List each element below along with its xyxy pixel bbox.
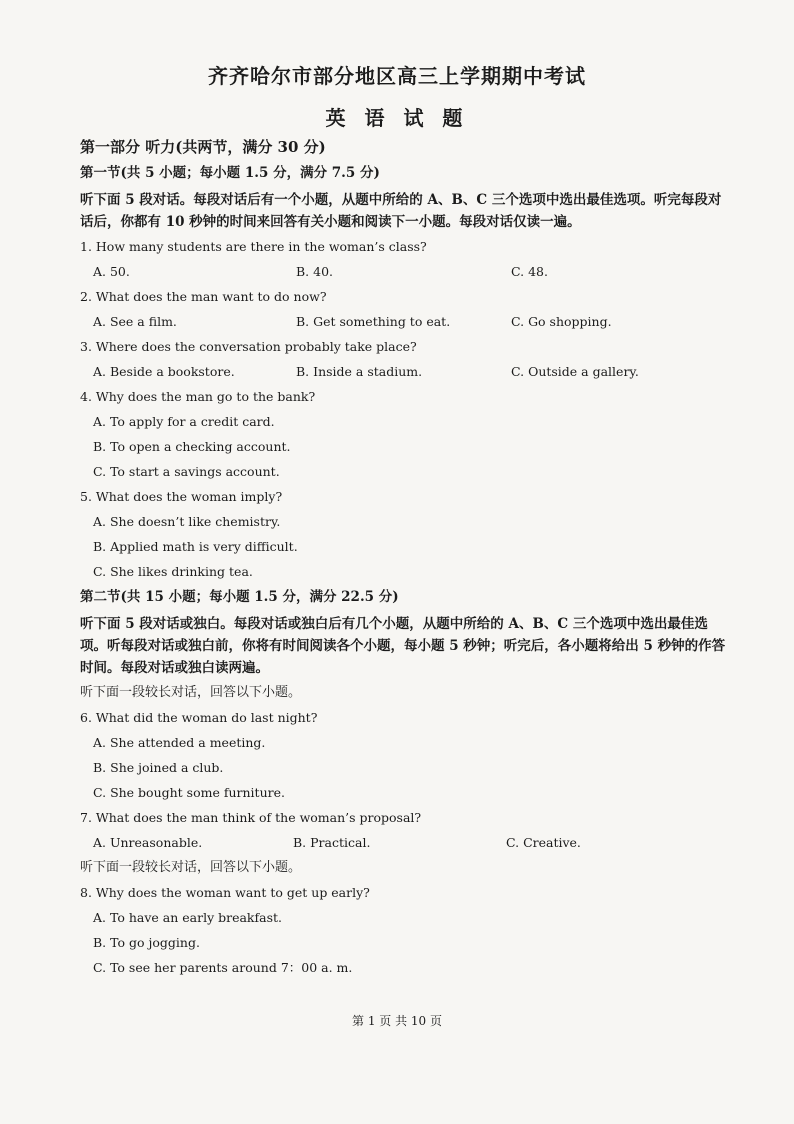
option-a: A. To have an early breakfast. bbox=[93, 910, 283, 925]
option-b: B. To go jogging. bbox=[93, 935, 200, 950]
option-a: A. She attended a meeting. bbox=[93, 735, 266, 750]
option-b: B. To open a checking account. bbox=[93, 439, 291, 454]
question-2: 2. What does the man want to do now? bbox=[80, 289, 327, 304]
option-b: B. She joined a club. bbox=[93, 760, 224, 775]
question-3-options bbox=[80, 363, 730, 381]
option-c: C. To start a savings account. bbox=[93, 464, 280, 479]
question-6: 6. What did the woman do last night? bbox=[80, 710, 318, 725]
option-c: C. To see her parents around 7：00 a. m. bbox=[93, 960, 353, 975]
option-b: B. Inside a stadium. bbox=[296, 364, 423, 379]
question-2-options bbox=[80, 313, 730, 331]
section2-heading: 第二节(共 15 小题；每小题 1.5 分，满分 22.5 分) bbox=[80, 589, 399, 605]
option-a: A. Beside a bookstore. bbox=[93, 364, 235, 379]
option-c: C. Outside a gallery. bbox=[511, 364, 639, 379]
exam-subtitle: 英 语 试 题 bbox=[325, 106, 469, 130]
question-4: 4. Why does the man go to the bank? bbox=[80, 389, 316, 404]
section1-heading: 第一节(共 5 小题；每小题 1.5 分，满分 7.5 分) bbox=[80, 165, 380, 181]
exam-title: 齐齐哈尔市部分地区高三上学期期中考试 bbox=[208, 64, 586, 88]
option-a: A. 50. bbox=[93, 264, 130, 279]
group2-intro: 听下面一段较长对话，回答以下小题。 bbox=[80, 860, 302, 875]
exam-content bbox=[80, 138, 730, 984]
question-5: 5. What does the woman imply? bbox=[80, 489, 283, 504]
option-a: A. To apply for a credit card. bbox=[93, 414, 275, 429]
question-3: 3. Where does the conversation probably take place? bbox=[80, 339, 417, 354]
page-number: 第 1 页 共 10 页 bbox=[352, 1014, 442, 1028]
option-a: A. See a film. bbox=[93, 314, 177, 329]
question-7-options bbox=[80, 834, 730, 852]
option-c: C. 48. bbox=[511, 264, 548, 279]
option-c: C. She bought some furniture. bbox=[93, 785, 285, 800]
question-1-options bbox=[80, 263, 730, 281]
option-b: B. Practical. bbox=[293, 835, 371, 850]
option-c: C. She likes drinking tea. bbox=[93, 564, 253, 579]
part1-heading: 第一部分 听力(共两节，满分 30 分) bbox=[80, 138, 326, 156]
option-b: B. Get something to eat. bbox=[296, 314, 451, 329]
section2-instructions: 听下面 5 段对话或独白。每段对话或独白后有几个小题，从题中所给的 A、B、C 三个选项中选出最佳选项。听每段对话或独白前，你将有时间阅读各个小题，每小题 5 秒钟；听完后，各小题将给出 5 秒钟的作答时间。每段对话或独白读两遍。 bbox=[80, 616, 726, 676]
group1-intro: 听下面一段较长对话，回答以下小题。 bbox=[80, 685, 302, 700]
option-c: C. Creative. bbox=[506, 835, 581, 850]
option-a: A. She doesn’t like chemistry. bbox=[93, 514, 281, 529]
question-7: 7. What does the man think of the woman’s proposal? bbox=[80, 810, 422, 825]
option-c: C. Go shopping. bbox=[511, 314, 612, 329]
section1-instructions: 听下面 5 段对话。每段对话后有一个小题，从题中所给的 A、B、C 三个选项中选出最佳选项。听完每段对话后，你都有 10 秒钟的时间来回答有关小题和阅读下一小题。每段对话仅读一遍。 bbox=[80, 192, 722, 230]
option-b: B. 40. bbox=[296, 264, 334, 279]
question-8: 8. Why does the woman want to get up early? bbox=[80, 885, 370, 900]
option-b: B. Applied math is very difficult. bbox=[93, 539, 298, 554]
option-a: A. Unreasonable. bbox=[93, 835, 203, 850]
question-1: 1. How many students are there in the woman’s class? bbox=[80, 239, 427, 254]
